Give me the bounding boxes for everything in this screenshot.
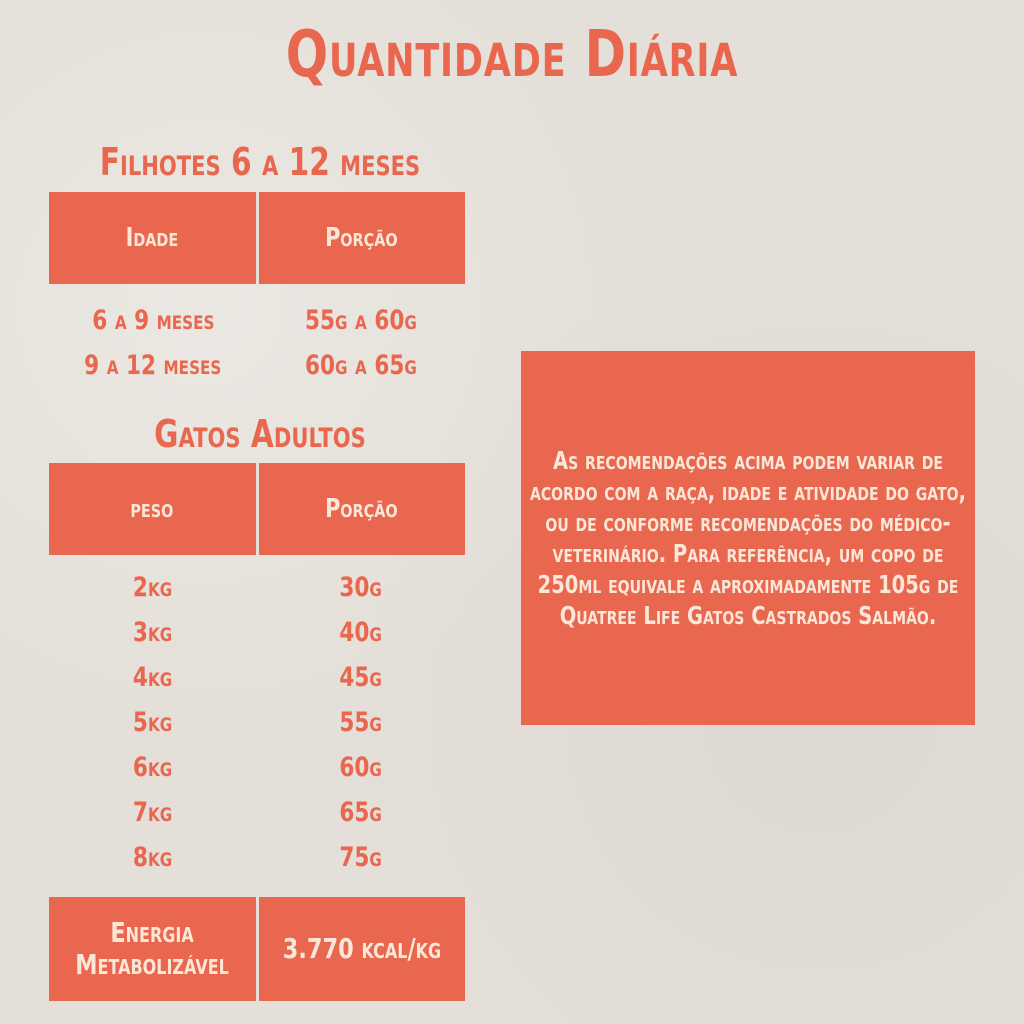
puppies-table-body: [49, 298, 465, 388]
table-row: [49, 298, 465, 343]
energy-label: Energia Metabolizável: [75, 915, 230, 981]
puppies-age-cell: 9 a 12 meses: [84, 350, 222, 381]
adults-portion-cell: 30g: [339, 572, 383, 603]
adults-weight-cell: 2kg: [133, 572, 173, 603]
adults-portion-cell: 60g: [339, 752, 383, 783]
adults-weight-cell: 6kg: [133, 752, 173, 783]
puppies-header-age: Idade: [125, 223, 179, 253]
puppies-header-portion: Porção: [325, 223, 399, 253]
table-row: [49, 655, 465, 700]
adults-portion-cell: 55g: [339, 707, 383, 738]
adults-weight-cell: 7kg: [133, 797, 173, 828]
adults-weight-cell: 4kg: [133, 662, 173, 693]
recommendation-note-text: As recomendações acima podem variar de acordo com a raça, idade e atividade do gato, ou de conforme recomendações do médico-veterinário. Para referência, um copo de 250ml equivale a aproximadamente 105g de Quatree Life Gatos Castrados Salmão.: [530, 446, 966, 630]
table-row: [49, 790, 465, 835]
puppies-portion-cell: 55g a 60g: [305, 305, 417, 336]
puppies-portion-cell: 60g a 65g: [305, 350, 417, 381]
adults-portion-cell: 45g: [339, 662, 383, 693]
adults-portion-cell: 75g: [339, 842, 383, 873]
adults-section-title: Gatos Adultos: [154, 412, 366, 456]
adults-header-portion: Porção: [325, 494, 399, 524]
table-row: [49, 745, 465, 790]
adults-portion-cell: 40g: [339, 617, 383, 648]
adults-weight-cell: 8kg: [133, 842, 173, 873]
table-row: [49, 343, 465, 388]
adults-table-header: [49, 463, 465, 555]
table-row: [49, 610, 465, 655]
puppies-table-header: [49, 192, 465, 284]
recommendation-note-box: [521, 351, 975, 725]
adults-portion-cell: 65g: [339, 797, 383, 828]
adults-weight-cell: 3kg: [133, 617, 173, 648]
adults-table-body: [49, 565, 465, 880]
energy-box: [49, 897, 465, 1001]
page-title: Quantidade Diária: [285, 18, 739, 92]
table-row: [49, 565, 465, 610]
puppies-age-cell: 6 a 9 meses: [91, 305, 215, 336]
table-row: [49, 835, 465, 880]
energy-value: 3.770 kcal/kg: [282, 931, 441, 965]
table-row: [49, 700, 465, 745]
adults-weight-cell: 5kg: [133, 707, 173, 738]
puppies-section-title: Filhotes 6 a 12 meses: [99, 140, 421, 184]
adults-header-weight: peso: [130, 494, 174, 524]
